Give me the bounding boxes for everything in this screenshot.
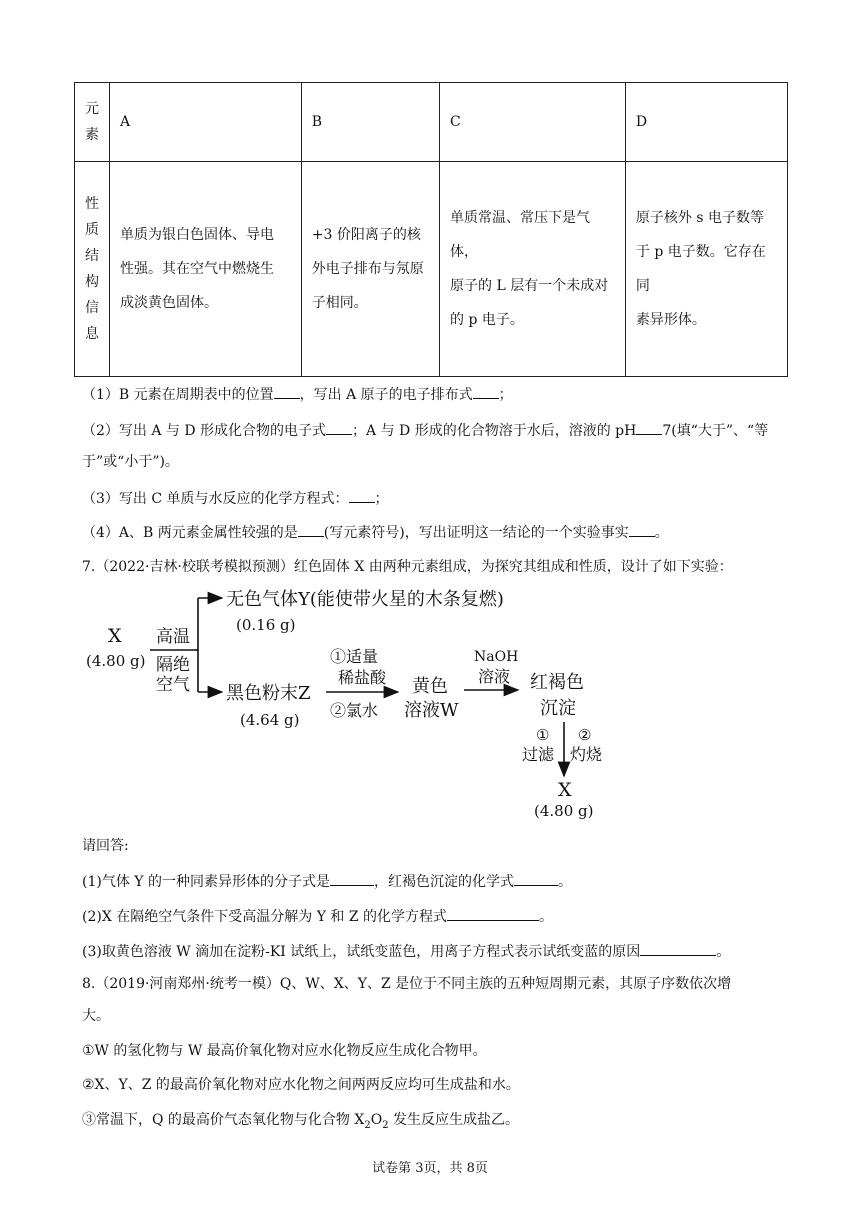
cell-line: 的 p 电子。	[450, 312, 524, 328]
row-label-cell	[75, 162, 110, 377]
subscript: 2	[364, 1119, 371, 1131]
q8-clue-3-text: ③常温下，Q 的最高价气态氧化物与化合物 X	[82, 1112, 365, 1128]
q6-part2-cont: 于”或“小于”)。	[82, 454, 179, 470]
cell-line: +3 价阳离子的核	[311, 227, 421, 243]
x-mass: (4.80 g)	[86, 652, 146, 670]
q6-part4-text: (写元素符号)，写出证明这一结论的一个实验事实	[323, 525, 629, 541]
precipitate-line1: 红褐色	[530, 672, 584, 693]
header-col-a: A	[109, 83, 301, 162]
answer-blank	[636, 420, 662, 435]
answer-blank	[298, 522, 324, 537]
answer-blank	[514, 871, 558, 886]
q8-stem-line1: 8.（2019·河南郑州·统考一模）Q、W、X、Y、Z 是位于不同主族的五种短周期元素，其原子序数依次增	[82, 976, 732, 992]
x-label: X	[108, 625, 122, 647]
header-col-d: D	[625, 83, 787, 162]
q6-part1	[82, 384, 513, 405]
answer-blank	[349, 488, 375, 503]
page-footer: 试卷第 3页，共 8页	[372, 1161, 488, 1176]
gas-y-mass: (0.16 g)	[236, 616, 296, 634]
answer-blank	[330, 871, 374, 886]
step-2-mark: ②	[578, 726, 592, 744]
answer-blank	[274, 384, 300, 399]
answer-blank	[326, 420, 352, 435]
cell-b	[301, 162, 439, 377]
gas-y-label: 无色气体Y(能使带火星的木条复燃)	[226, 589, 504, 610]
element-info-table	[74, 82, 788, 377]
cell-a	[109, 162, 301, 377]
header-col-b: B	[301, 83, 439, 162]
step-2-burn: 灼烧	[570, 745, 603, 764]
precipitate-line2: 沉淀	[540, 698, 576, 719]
q7-part2	[82, 906, 553, 927]
condition-isolate: 隔绝	[156, 655, 190, 675]
cell-line: 单质常温、常压下是气体，	[450, 210, 591, 260]
powder-z-mass: (4.64 g)	[240, 711, 300, 729]
cell-line: 原子核外 s 电子数等	[635, 210, 764, 226]
q7-part3-text: 。	[716, 944, 731, 960]
header-col-c: C	[440, 83, 626, 162]
q6-part4-text: 。	[654, 525, 669, 541]
header-label-char: 元	[84, 101, 99, 117]
q6-part3-text: （3）写出 C 单质与水反应的化学方程式：	[82, 491, 349, 507]
row-label-char: 性	[84, 196, 99, 212]
q7-part3-text: (3)取黄色溶液 W 滴加在淀粉-KI 试纸上，试纸变蓝色，用离子方程式表示试纸变蓝的原因	[82, 944, 641, 960]
q7-part1-text: 。	[557, 874, 572, 890]
solution-w-line2: 溶液W	[404, 700, 459, 721]
reagent-1b: 稀盐酸	[338, 668, 387, 687]
header-label-char: 素	[84, 127, 99, 143]
cell-line: 子相同。	[311, 295, 368, 311]
cell-c	[440, 162, 626, 377]
row-label-char: 质	[84, 222, 99, 238]
reaction-flow-diagram	[82, 584, 622, 824]
q7-part2-text: 。	[539, 909, 554, 925]
naoh-label: NaOH	[474, 649, 519, 665]
step-1-filter: 过滤	[522, 745, 555, 764]
q6-part1-text: （1）B 元素在周期表中的位置	[82, 387, 274, 403]
naoh-solution: 溶液	[478, 667, 511, 686]
q7-part2-text: (2)X 在隔绝空气条件下受高温分解为 Y 和 Z 的化学方程式	[82, 909, 448, 925]
q8-stem-line2: 大。	[82, 1008, 110, 1024]
final-x-label: X	[558, 779, 572, 801]
cell-line: 原子的 L 层有一个未成对	[450, 278, 609, 294]
row-label-char: 结	[84, 248, 99, 264]
cell-d	[625, 162, 787, 377]
subscript: 2	[382, 1119, 389, 1131]
cell-line: 性强。其在空气中燃烧生	[119, 261, 274, 277]
cell-line: 单质为银白色固体、导电	[119, 227, 274, 243]
table-info-row	[75, 162, 788, 377]
step-1-mark: ①	[536, 726, 550, 744]
answer-blank	[473, 384, 499, 399]
answer-blank	[447, 906, 539, 921]
cell-line: 于 p 电子数。它存在同	[635, 244, 766, 294]
condition-air: 空气	[156, 675, 190, 695]
row-label-char: 构	[84, 274, 99, 290]
powder-z-label: 黑色粉末Z	[226, 683, 311, 704]
solution-w-line1: 黄色	[412, 676, 448, 697]
q6-part4	[82, 522, 669, 543]
reagent-2: ②氯水	[330, 701, 379, 720]
q7-part1	[82, 871, 572, 892]
q8-clue-3-text: 发生反应生成盐乙。	[388, 1112, 520, 1128]
row-label-char: 信	[84, 300, 99, 316]
cell-line: 素异形体。	[635, 312, 706, 328]
condition-high-temp: 高温	[156, 627, 190, 647]
q6-part3	[82, 488, 389, 509]
q6-part2-text: （2）写出 A 与 D 形成化合物的电子式	[82, 423, 327, 439]
q8-clue-2: ②X、Y、Z 的最高价氧化物对应水化物之间两两反应均可生成盐和水。	[82, 1077, 520, 1093]
q7-part1-text: (1)气体 Y 的一种同素异形体的分子式是	[82, 874, 330, 890]
q6-part4-text: （4）A、B 两元素金属性较强的是	[82, 525, 298, 541]
q8-clue-3-text: O	[370, 1112, 383, 1128]
q6-part1-text: ；	[498, 387, 513, 403]
q8-clue-3	[82, 1110, 519, 1136]
q7-part3	[82, 941, 730, 962]
q6-part1-text: ，写出 A 原子的电子排布式	[299, 387, 473, 403]
answer-blank	[640, 941, 716, 956]
q6-part2-text: 7(填“大于”、“等	[662, 423, 769, 439]
table-header-row	[75, 83, 788, 162]
final-x-mass: (4.80 g)	[534, 802, 594, 820]
header-label-cell	[75, 83, 110, 162]
reagent-1: ①适量	[330, 647, 379, 666]
cell-line: 成淡黄色固体。	[119, 295, 218, 311]
q7-stem: 7.（2022·吉林·校联考模拟预测）红色固体 X 由两种元素组成，为探究其组成和性质，设计了如下实验：	[82, 559, 733, 575]
q7-part1-text: ，红褐色沉淀的化学式	[373, 874, 514, 890]
q6-part2-text: ；A 与 D 形成的化合物溶于水后，溶液的 pH	[352, 423, 637, 439]
cell-line: 外电子排布与氖原	[311, 261, 424, 277]
q6-part3-text: ；	[374, 491, 389, 507]
q6-part2	[82, 420, 768, 441]
q8-clue-1: ①W 的氢化物与 W 最高价氧化物对应水化物反应生成化合物甲。	[82, 1043, 487, 1059]
q7-ask: 请回答:	[82, 838, 129, 854]
row-label-char: 息	[84, 326, 99, 342]
answer-blank	[629, 522, 655, 537]
